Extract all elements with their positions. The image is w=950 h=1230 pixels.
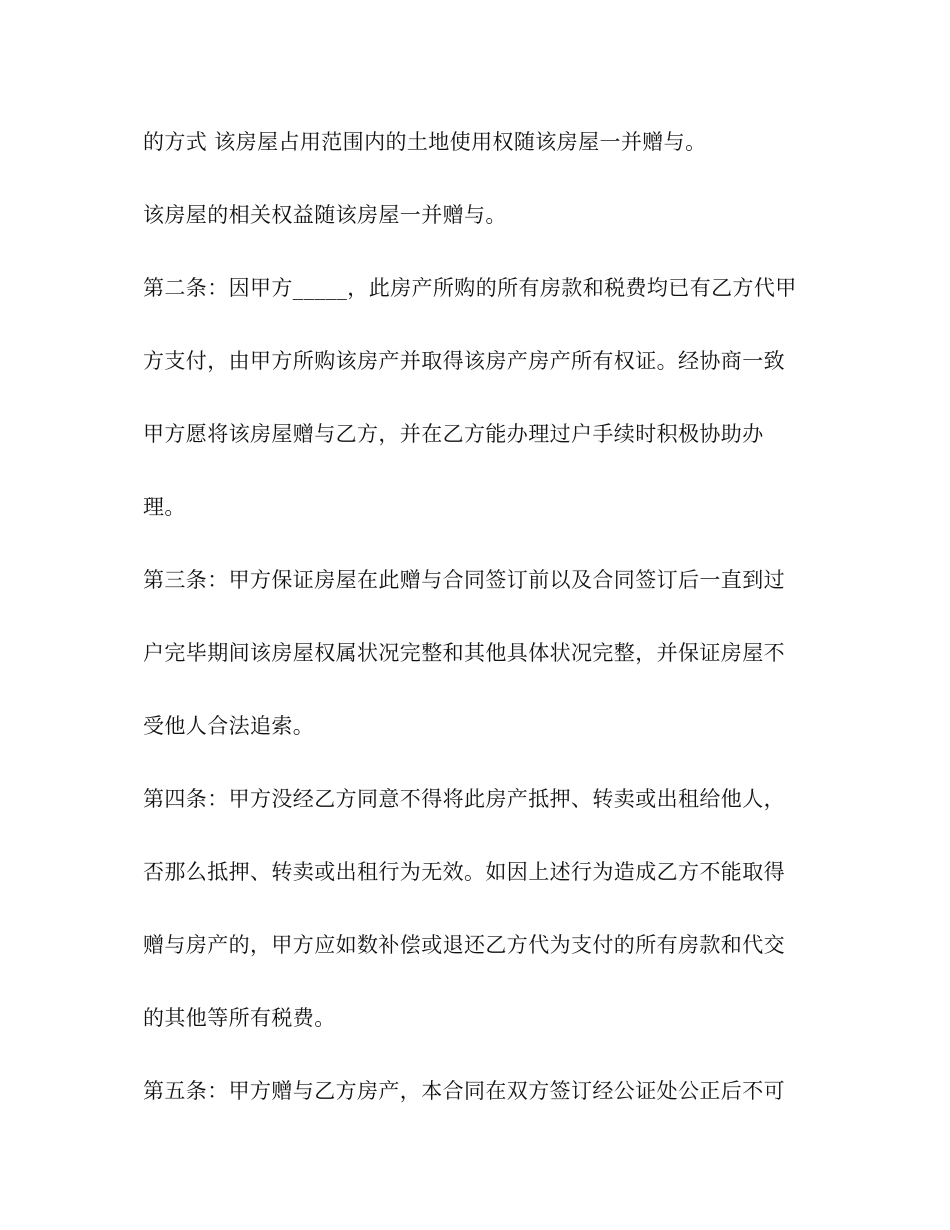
text-line: 赠与房产的，甲方应如数补偿或退还乙方代为支付的所有房款和代交 bbox=[143, 933, 785, 957]
clause-4-line: 第四条：甲方没经乙方同意不得将此房产抵押、转卖或出租给他人， bbox=[143, 787, 785, 811]
text-line: 方支付，由甲方所购该房产并取得该房产房产所有权证。经协商一致 bbox=[143, 349, 785, 373]
clause-2-line: 第二条：因甲方_____，此房产所购的所有房款和税费均已有乙方代甲 bbox=[143, 276, 797, 300]
text-line: 户完毕期间该房屋权属状况完整和其他具体状况完整，并保证房屋不 bbox=[143, 641, 785, 665]
text-line: 受他人合法追索。 bbox=[143, 714, 315, 738]
text-line: 否那么抵押、转卖或出租行为无效。如因上述行为造成乙方不能取得 bbox=[143, 860, 785, 884]
text-line: 该房屋的相关权益随该房屋一并赠与。 bbox=[143, 203, 507, 227]
clause-5-line: 第五条：甲方赠与乙方房产，本合同在双方签订经公证处公正后不可 bbox=[143, 1079, 785, 1103]
text-line: 理。 bbox=[143, 495, 186, 519]
text-line: 的其他等所有税费。 bbox=[143, 1006, 336, 1030]
text-line: 的方式 该房屋占用范围内的土地使用权随该房屋一并赠与。 bbox=[143, 130, 707, 154]
text-line: 甲方愿将该房屋赠与乙方，并在乙方能办理过户手续时积极协助办 bbox=[143, 422, 764, 446]
clause-3-line: 第三条：甲方保证房屋在此赠与合同签订前以及合同签订后一直到过 bbox=[143, 568, 785, 592]
